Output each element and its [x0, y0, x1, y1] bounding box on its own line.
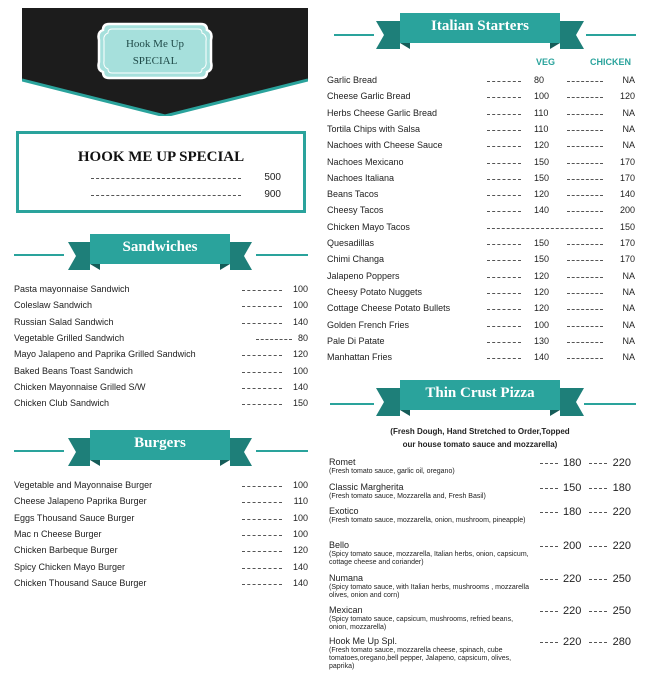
menu-item: [327, 335, 635, 351]
menu-item: [14, 577, 308, 593]
leader-dots: [91, 178, 241, 179]
leader-dots: [567, 130, 603, 131]
item-price: 100: [292, 300, 308, 311]
leader-dots: [567, 195, 603, 196]
veg-price: 150: [563, 482, 582, 494]
leader-dots: [487, 130, 521, 131]
item-price: 140: [292, 316, 308, 327]
item-price: 140: [292, 561, 308, 572]
menu-item: [14, 299, 308, 315]
pizza-heading: Thin Crust Pizza: [425, 385, 535, 401]
leader-dots: [487, 195, 521, 196]
menu-item: [14, 495, 308, 511]
chicken-price: NA: [622, 352, 635, 363]
pizza-name: Mexican: [329, 605, 363, 615]
special-row: [91, 172, 281, 186]
pizza-description: (Fresh tomato sauce, Mozzarella and, Fresh Basil): [329, 493, 486, 500]
leader-dots: [540, 512, 558, 513]
item-name: Cheese Jalapeno Paprika Burger: [14, 496, 147, 507]
pizza-description: (Spicy tomato sauce, mozzarella, Italian herbs, onion, capsicum, cottage cheese and coriander): [329, 551, 529, 566]
chicken-price: NA: [622, 107, 635, 118]
pizza-name: Classic Margherita: [329, 482, 404, 492]
header-banner: [22, 8, 308, 116]
burgers-heading: Burgers: [134, 435, 186, 451]
menu-item: [327, 139, 635, 155]
leader-dots: [567, 211, 603, 212]
menu-item: [327, 302, 635, 318]
veg-price: 120: [534, 189, 550, 200]
leader-dots: [242, 404, 282, 405]
pizza-description: (Fresh tomato sauce, garlic oil, oregano): [329, 468, 455, 475]
item-name: Mayo Jalapeno and Paprika Grilled Sandwich: [14, 349, 196, 360]
item-price: 100: [292, 528, 308, 539]
chicken-price: NA: [622, 270, 635, 281]
menu-item: [14, 283, 308, 299]
leader-dots: [487, 358, 521, 359]
veg-price: 120: [534, 140, 550, 151]
item-name: Coleslaw Sandwich: [14, 300, 93, 311]
veg-price: 110: [534, 107, 549, 118]
menu-item: [14, 544, 308, 560]
brand-line-2: SPECIAL: [132, 55, 178, 67]
ribbon-italian: [376, 11, 584, 51]
menu-item: [14, 528, 308, 544]
special-title: HOOK ME UP SPECIAL: [77, 149, 245, 165]
leader-dots: [242, 535, 282, 536]
pizza-subtitle-line-2: our house tomato sauce and mozzarella): [402, 440, 558, 449]
leader-dots: [487, 309, 521, 310]
divider-line: [256, 450, 308, 452]
leader-dots: [567, 244, 603, 245]
leader-dots: [567, 309, 603, 310]
item-name: Baked Beans Toast Sandwich: [14, 365, 133, 376]
item-name: Pale Di Patate: [327, 335, 385, 346]
ribbon-pizza: [376, 378, 584, 418]
menu-item: [14, 332, 308, 348]
veg-price: 180: [563, 506, 582, 518]
divider-line: [330, 403, 374, 405]
leader-dots: [567, 81, 603, 82]
leader-dots: [487, 163, 521, 164]
item-price: 120: [292, 545, 308, 556]
leader-dots: [589, 642, 607, 643]
leader-dots: [487, 244, 521, 245]
italian-heading: Italian Starters: [431, 18, 529, 34]
leader-dots: [589, 512, 607, 513]
veg-price: 130: [534, 335, 550, 346]
leader-dots: [540, 463, 558, 464]
leader-dots: [487, 146, 521, 147]
veg-price: 150: [534, 254, 550, 265]
sandwiches-heading: Sandwiches: [122, 239, 198, 255]
item-name: Pasta mayonnaise Sandwich: [14, 284, 130, 294]
menu-item: [14, 316, 308, 332]
divider-line: [256, 254, 308, 256]
item-name: Russian Salad Sandwich: [14, 316, 114, 327]
menu-item: [14, 479, 308, 495]
item-name: Jalapeno Poppers: [327, 270, 400, 281]
leader-dots: [242, 355, 282, 356]
item-price: 100: [292, 512, 308, 523]
item-name: Herbs Cheese Garlic Bread: [327, 107, 438, 118]
menu-item: [327, 123, 635, 139]
leader-dots: [487, 81, 521, 82]
veg-price: 120: [534, 286, 550, 297]
pizza-name: Bello: [329, 540, 350, 550]
leader-dots: [487, 179, 521, 180]
menu-item: [14, 381, 308, 397]
chicken-price: 180: [612, 482, 631, 494]
veg-price: 220: [563, 605, 582, 617]
chicken-price: NA: [622, 75, 635, 85]
leader-dots: [567, 277, 603, 278]
pizza-item: [329, 506, 635, 525]
leader-dots: [540, 611, 558, 612]
veg-price: 110: [534, 123, 549, 134]
ribbon-burgers: [68, 428, 252, 468]
item-name: Beans Tacos: [327, 189, 379, 200]
item-price: 110: [293, 496, 308, 507]
pizza-name: Hook Me Up Spl.: [329, 636, 398, 646]
item-name: Eggs Thousand Sauce Burger: [14, 512, 135, 523]
item-name: Nachoes with Cheese Sauce: [327, 140, 443, 151]
leader-dots: [567, 326, 603, 327]
pizza-description: (Spicy tomato sauce, with Italian herbs, mushrooms , mozzarella olives, onion and corn): [329, 584, 529, 599]
menu-item: [327, 253, 635, 269]
chicken-price: 220: [612, 457, 631, 469]
leader-dots: [487, 342, 521, 343]
menu-item: [327, 156, 635, 172]
leader-dots: [487, 114, 521, 115]
pizza-description: (Spicy tomato sauce, capsicum, mushrooms, refried beans, onion, mozzarella): [329, 616, 514, 631]
divider-line: [334, 34, 374, 36]
ribbon-sandwiches: [68, 232, 252, 272]
item-name: Golden French Fries: [327, 319, 410, 330]
veg-price: 120: [534, 303, 550, 314]
item-name: Vegetable and Mayonnaise Burger: [14, 480, 153, 490]
special-price: 500: [264, 172, 281, 183]
pizza-item: [329, 636, 635, 671]
pizza-name: Exotico: [329, 506, 359, 516]
item-price: 100: [292, 284, 308, 294]
item-name: Nachoes Italiana: [327, 172, 395, 183]
special-box: [16, 131, 306, 213]
pizza-subtitle: [330, 425, 630, 451]
veg-price: 150: [534, 238, 550, 248]
veg-price: 150: [534, 156, 550, 167]
menu-item: [327, 74, 635, 90]
chicken-price: 170: [619, 254, 635, 265]
leader-dots: [589, 546, 607, 547]
veg-price: 220: [563, 573, 582, 585]
item-name: Cheesy Tacos: [327, 205, 384, 216]
leader-dots: [242, 388, 282, 389]
chicken-price: 120: [619, 91, 635, 102]
brand-name: [95, 36, 215, 70]
veg-price: 220: [563, 636, 582, 648]
item-name: Cheese Garlic Bread: [327, 91, 411, 102]
pizza-description: (Fresh tomato sauce, mozzarella cheese, spinach, cube tomatoes,oregano,bell pepper, Jalapeno, capsicum, olives, paprika): [329, 647, 512, 670]
leader-dots: [487, 211, 521, 212]
menu-item: [327, 237, 635, 253]
leader-dots: [589, 463, 607, 464]
chicken-price: 170: [619, 238, 635, 248]
leader-dots: [567, 97, 603, 98]
item-name: Chicken Barbeque Burger: [14, 545, 118, 556]
leader-dots: [567, 163, 603, 164]
chicken-price: NA: [622, 140, 635, 151]
item-price: 80: [297, 332, 308, 343]
item-name: Chimi Changa: [327, 254, 385, 265]
chicken-price: NA: [622, 319, 635, 330]
chicken-price: NA: [622, 303, 635, 314]
item-name: Vegetable Grilled Sandwich: [14, 332, 125, 343]
item-name: Mac n Cheese Burger: [14, 528, 102, 539]
leader-dots: [567, 146, 603, 147]
pizza-name: Romet: [329, 457, 356, 467]
item-name: Cheesy Potato Nuggets: [327, 286, 423, 297]
menu-item: [14, 365, 308, 381]
chicken-price: 250: [612, 605, 631, 617]
item-name: Tortila Chips with Salsa: [327, 123, 421, 134]
pizza-item: [329, 457, 635, 476]
item-name: Cottage Cheese Potato Bullets: [327, 303, 451, 314]
menu-item: [327, 286, 635, 302]
menu-item: [327, 319, 635, 335]
chicken-price: NA: [622, 335, 635, 346]
leader-dots: [540, 488, 558, 489]
leader-dots: [487, 326, 521, 327]
item-name: Spicy Chicken Mayo Burger: [14, 561, 126, 572]
pizza-item: [329, 573, 635, 600]
menu-item: [327, 90, 635, 106]
item-price: 140: [292, 577, 308, 588]
menu-item: [14, 397, 308, 413]
item-name: Quesadillas: [327, 238, 375, 248]
item-name: Nachoes Mexicano: [327, 156, 404, 167]
leader-dots: [567, 260, 603, 261]
leader-dots: [487, 277, 521, 278]
leader-dots: [540, 546, 558, 547]
chicken-price: 170: [619, 156, 635, 167]
menu-item: [327, 351, 635, 367]
leader-dots: [567, 179, 603, 180]
leader-dots: [91, 195, 241, 196]
item-name: Chicken Thousand Sauce Burger: [14, 577, 147, 588]
leader-dots: [540, 642, 558, 643]
menu-item: [14, 512, 308, 528]
brand-badge: [95, 20, 215, 82]
item-price: 120: [292, 349, 308, 360]
veg-price: 180: [563, 457, 582, 469]
menu-item: [327, 107, 635, 123]
veg-price: 100: [534, 91, 550, 102]
chicken-price: 150: [619, 221, 635, 232]
pizza-item: [329, 605, 635, 632]
chicken-price: NA: [622, 123, 635, 134]
leader-dots: [540, 579, 558, 580]
pizza-name: Numana: [329, 573, 364, 583]
pizza-item: [329, 540, 635, 567]
leader-dots: [242, 584, 282, 585]
leader-dots: [589, 611, 607, 612]
chicken-price: 250: [612, 573, 631, 585]
chicken-price: 170: [619, 172, 635, 183]
leader-dots: [589, 579, 607, 580]
leader-dots: [487, 260, 521, 261]
leader-dots: [256, 339, 292, 340]
leader-dots: [242, 372, 282, 373]
leader-dots: [242, 290, 282, 291]
col-header-veg: VEG: [536, 57, 556, 67]
pizza-description: (Fresh tomato sauce, mozzarella, onion, mushroom, pineapple): [329, 517, 526, 524]
leader-dots: [242, 519, 282, 520]
menu-item: [14, 348, 308, 364]
leader-dots: [242, 502, 282, 503]
leader-dots: [242, 551, 282, 552]
veg-price: 80: [534, 75, 545, 85]
item-name: Chicken Mayo Tacos: [327, 221, 410, 232]
leader-dots: [567, 114, 603, 115]
veg-price: 150: [534, 172, 550, 183]
divider-line: [586, 34, 636, 36]
chicken-price: 140: [619, 189, 635, 200]
leader-dots: [567, 293, 603, 294]
divider-line: [14, 254, 64, 256]
leader-dots: [567, 358, 603, 359]
veg-price: 140: [534, 352, 550, 363]
item-name: Chicken Mayonnaise Grilled S/W: [14, 381, 146, 392]
leader-dots: [487, 228, 603, 229]
brand-line-1: Hook Me Up: [125, 38, 185, 50]
special-price: 900: [264, 189, 281, 200]
leader-dots: [589, 488, 607, 489]
item-price: 100: [292, 365, 308, 376]
chicken-price: 220: [612, 506, 631, 518]
chicken-price: NA: [622, 286, 635, 297]
pizza-item: [329, 482, 635, 501]
veg-price: 100: [534, 319, 550, 330]
menu-item: [327, 188, 635, 204]
special-row: [91, 189, 281, 203]
menu-item: [327, 270, 635, 286]
menu-item: [327, 221, 635, 237]
item-price: 150: [292, 398, 308, 409]
chicken-price: 220: [612, 540, 631, 552]
leader-dots: [487, 293, 521, 294]
menu-item: [327, 204, 635, 220]
item-price: 140: [292, 381, 308, 392]
leader-dots: [567, 342, 603, 343]
veg-price: 120: [534, 270, 550, 281]
veg-price: 200: [563, 540, 582, 552]
leader-dots: [242, 486, 282, 487]
col-header-chicken: CHICKEN: [590, 57, 632, 67]
leader-dots: [487, 97, 521, 98]
chicken-price: 200: [619, 205, 635, 216]
divider-line: [584, 403, 636, 405]
leader-dots: [242, 568, 282, 569]
item-name: Garlic Bread: [327, 75, 378, 85]
divider-line: [14, 450, 64, 452]
veg-price: 140: [534, 205, 550, 216]
leader-dots: [242, 323, 282, 324]
item-name: Manhattan Fries: [327, 352, 393, 363]
item-price: 100: [292, 480, 308, 490]
pizza-subtitle-line-1: (Fresh Dough, Hand Stretched to Order,Topped: [390, 427, 570, 436]
menu-item: [327, 172, 635, 188]
leader-dots: [242, 306, 282, 307]
menu-item: [14, 561, 308, 577]
chicken-price: 280: [612, 636, 631, 648]
item-name: Chicken Club Sandwich: [14, 398, 110, 409]
